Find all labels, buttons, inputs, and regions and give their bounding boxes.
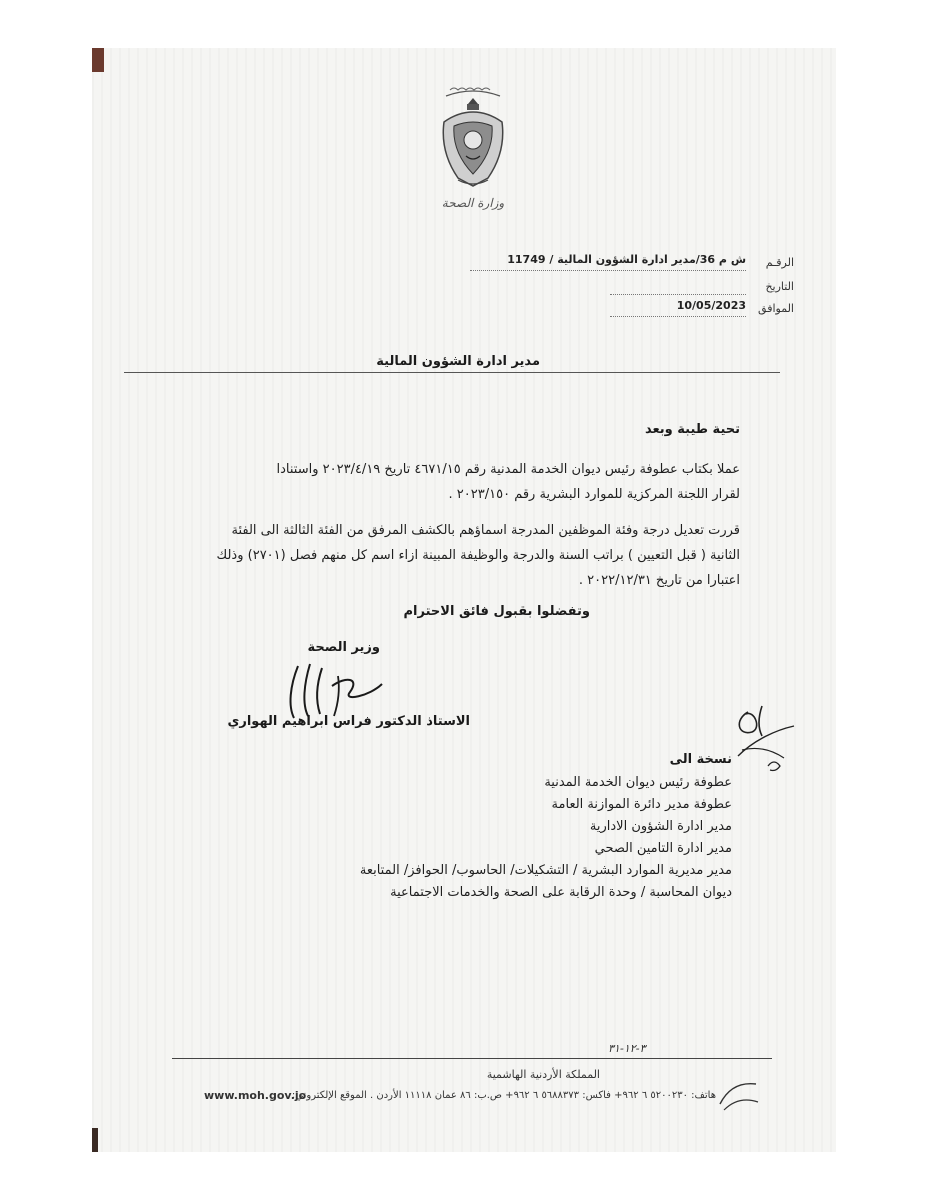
paragraph-line: عملا بكتاب عطوفة رئيس ديوان الخدمة المدنية رقم ٤٦٧١/١٥ تاريخ ٢٠٢٣/٤/١٩ واستنادا xyxy=(276,462,740,477)
copy-item: ديوان المحاسبة / وحدة الرقابة على الصحة والخدمات الاجتماعية xyxy=(390,885,732,900)
copy-item: مدير ادارة الشؤون الادارية xyxy=(589,819,732,834)
footer-website: www.moh.gov.jo xyxy=(204,1089,307,1102)
handwritten-note: ٣-١٢-٣١ xyxy=(608,1042,646,1055)
dotted-line xyxy=(470,270,746,271)
ref-label: الرقـم xyxy=(765,256,794,269)
copy-item: عطوفة رئيس ديوان الخدمة المدنية xyxy=(544,775,732,790)
dotted-line xyxy=(610,294,746,295)
paragraph-line: لقرار اللجنة المركزية للموارد البشرية رقم ٢٠٢٣/١٥٠ . xyxy=(448,487,740,502)
footer-contact: هاتف: ٥٢٠٠٢٣٠ ٦ ٩٦٢+ فاكس: ٥٦٨٨٣٧٣ ٦ ٩٦٢+ ص.ب: ٨٦ عمان ١١١١٨ الأردن . الموقع الإلكتروني: xyxy=(291,1090,716,1101)
recipient: مدير ادارة الشؤون المالية xyxy=(376,354,540,369)
paragraph-line: اعتبارا من تاريخ ٢٠٢٢/١٢/٣١ . xyxy=(578,573,740,588)
date-hijri-label: التاريخ xyxy=(765,280,794,293)
signature-title: وزير الصحة xyxy=(307,640,380,655)
paragraph-2 xyxy=(200,518,740,593)
handwritten-initials-icon xyxy=(728,700,802,780)
document-sheet xyxy=(92,48,836,1152)
divider xyxy=(124,372,780,373)
greeting: تحية طيبة وبعد xyxy=(644,422,740,437)
footer-kingdom: المملكة الأردنية الهاشمية xyxy=(486,1068,600,1081)
paragraph-1 xyxy=(200,457,740,507)
dotted-line xyxy=(610,316,746,317)
ref-value: ش م 36/مدير ادارة الشؤون المالية / 11749 xyxy=(507,253,746,266)
copy-item: مدير مديرية الموارد البشرية / التشكيلات/ الحاسوب/ الحوافز/ المتابعة xyxy=(359,863,732,878)
paragraph-line: الثانية ( قبل التعيين ) براتب السنة والدرجة والوظيفة المبينة ازاء اسم كل منهم فصل (٢٧٠١) وذلك xyxy=(216,548,740,563)
scan-edge-mark xyxy=(92,1128,98,1152)
copy-item: عطوفة مدير دائرة الموازنة العامة xyxy=(551,797,732,812)
copies-list xyxy=(300,772,732,904)
ministry-logo: وزارة الصحة xyxy=(441,196,505,210)
scan-edge-mark xyxy=(92,48,104,72)
paragraph-line: قررت تعديل درجة وفئة الموظفين المدرجة اسماؤهم بالكشف المرفق من الفئة الثالثة الى الفئة xyxy=(231,523,740,538)
copies-heading: نسخة الى xyxy=(669,752,732,767)
signature-name: الاستاذ الدكتور فراس ابراهيم الهواري xyxy=(227,714,470,729)
coat-of-arms-icon xyxy=(436,82,510,192)
footer-stamp-icon xyxy=(716,1074,762,1114)
copy-item: مدير ادارة التامين الصحي xyxy=(594,841,732,856)
closing: وتفضلوا بقبول فائق الاحترام xyxy=(403,604,590,619)
footer-divider xyxy=(172,1058,772,1059)
date-gregorian-label: الموافق xyxy=(758,302,794,315)
date-gregorian-value: 10/05/2023 xyxy=(676,299,746,312)
